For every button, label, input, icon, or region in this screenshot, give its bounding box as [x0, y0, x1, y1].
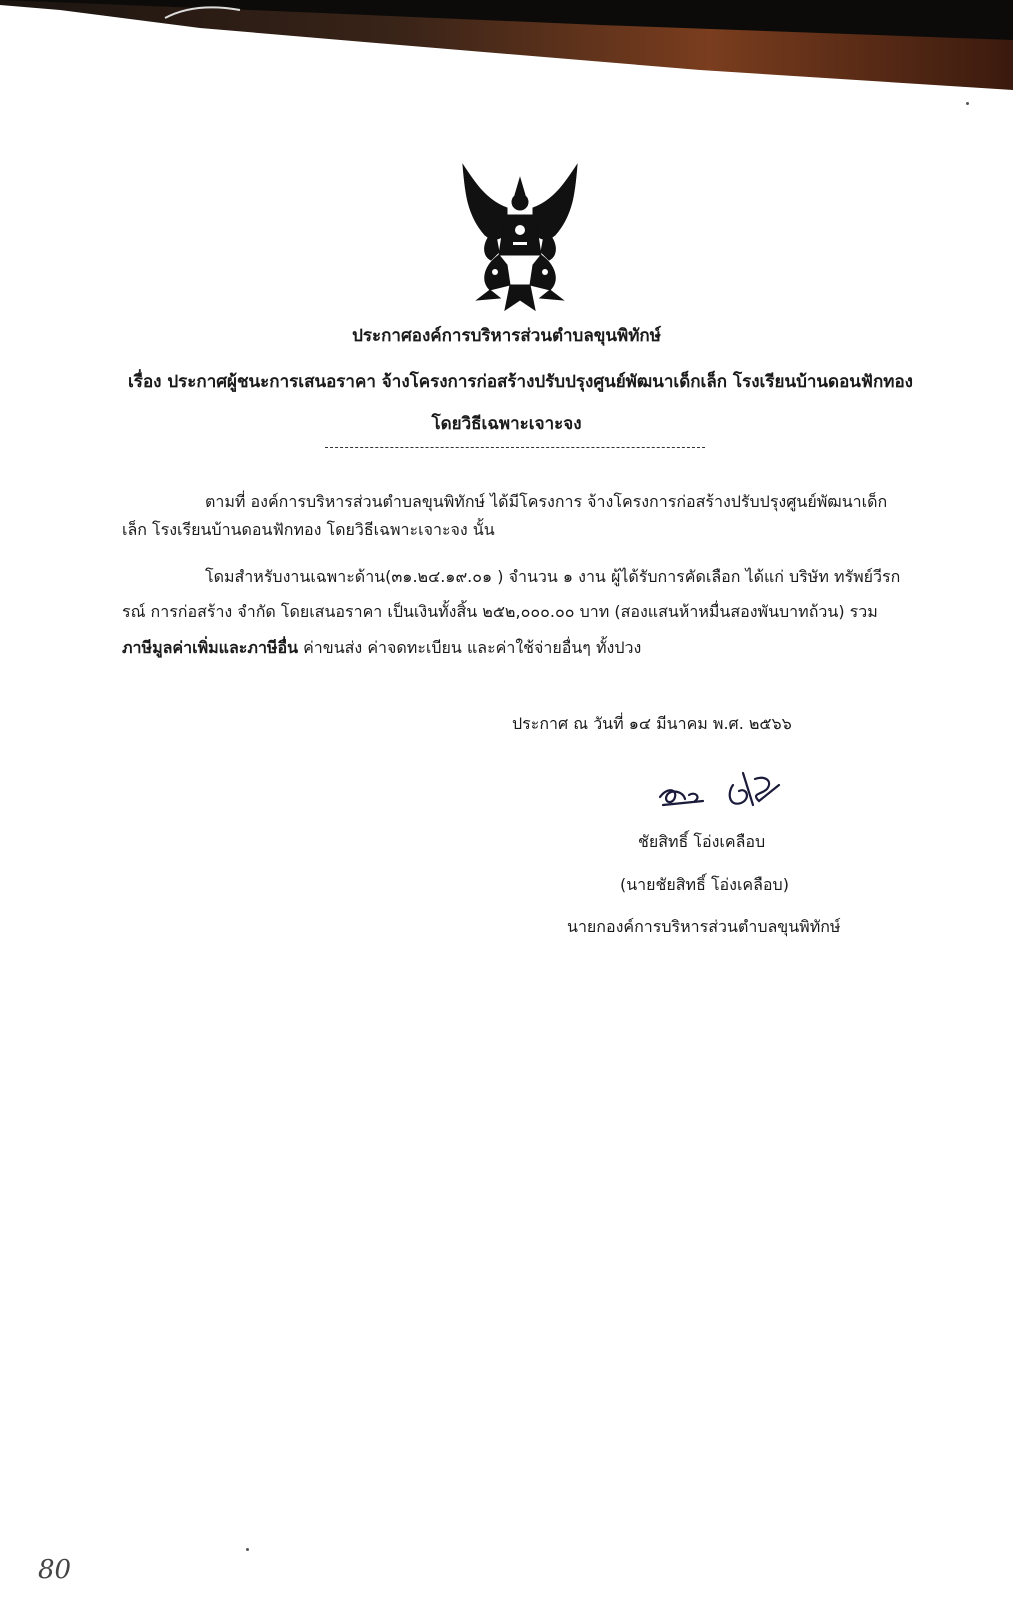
subject-text: ประกาศผู้ชนะการเสนอราคา จ้างโครงการก่อสร้างปรับปรุงศูนย์พัฒนาเด็กเล็ก โรงเรียนบ้านดอนฟักทอง — [167, 372, 913, 392]
paragraph-1-line-1: ตามที่ องค์การบริหารส่วนตำบลขุนพิทักษ์ ได้มีโครงการ จ้างโครงการก่อสร้างปรับปรุงศูนย์พัฒนาเด็ก — [205, 492, 888, 511]
garuda-emblem-icon — [455, 160, 585, 320]
page-title: ประกาศองค์การบริหารส่วนตำบลขุนพิทักษ์ — [352, 326, 661, 346]
divider — [325, 447, 705, 448]
announcement-date: ประกาศ ณ วันที่ ๑๔ มีนาคม พ.ศ. ๒๕๖๖ — [512, 714, 792, 733]
handwritten-signature — [655, 765, 785, 815]
signer-full-name: (นายชัยสิทธิ์ โอ่งเคลือบ) — [620, 875, 789, 894]
subject-line2: โดยวิธีเฉพาะเจาะจง — [431, 414, 582, 434]
signer-name: ชัยสิทธิ์ โอ่งเคลือบ — [638, 832, 766, 851]
paragraph-2-line-1: โดมสำหรับงานเฉพาะด้าน(๓๑.๒๔.๑๙.๐๑ ) จำนวน ๑ งาน ผู้ได้รับการคัดเลือก ได้แก่ บริษัท ทรัพย์วีรก — [205, 567, 901, 586]
subject-line — [128, 368, 913, 395]
paragraph-2-line-3 — [122, 636, 641, 661]
scan-speck — [246, 1548, 249, 1551]
subject-label: เรื่อง — [128, 372, 162, 392]
paragraph-2-line-2: รณ์ การก่อสร้าง จำกัด โดยเสนอราคา เป็นเงินทั้งสิ้น ๒๕๒,๐๐๐.๐๐ บาท (สองแสนห้าหมื่นสองพันบาทถ้วน) รวม — [122, 602, 878, 621]
signer-position: นายกองค์การบริหารส่วนตำบลขุนพิทักษ์ — [567, 917, 841, 936]
tax-text: ภาษีมูลค่าเพิ่มและภาษีอื่น — [122, 638, 299, 657]
paragraph-1-line-2: เล็ก โรงเรียนบ้านดอนฟักทอง โดยวิธีเฉพาะเจาะจง นั้น — [122, 520, 495, 539]
costs-text: ค่าขนส่ง ค่าจดทะเบียน และค่าใช้จ่ายอื่นๆ ทั้งปวง — [298, 638, 642, 657]
page-number: 80 — [38, 1555, 72, 1585]
scan-speck — [966, 102, 969, 105]
scan-edge — [0, 0, 1013, 92]
